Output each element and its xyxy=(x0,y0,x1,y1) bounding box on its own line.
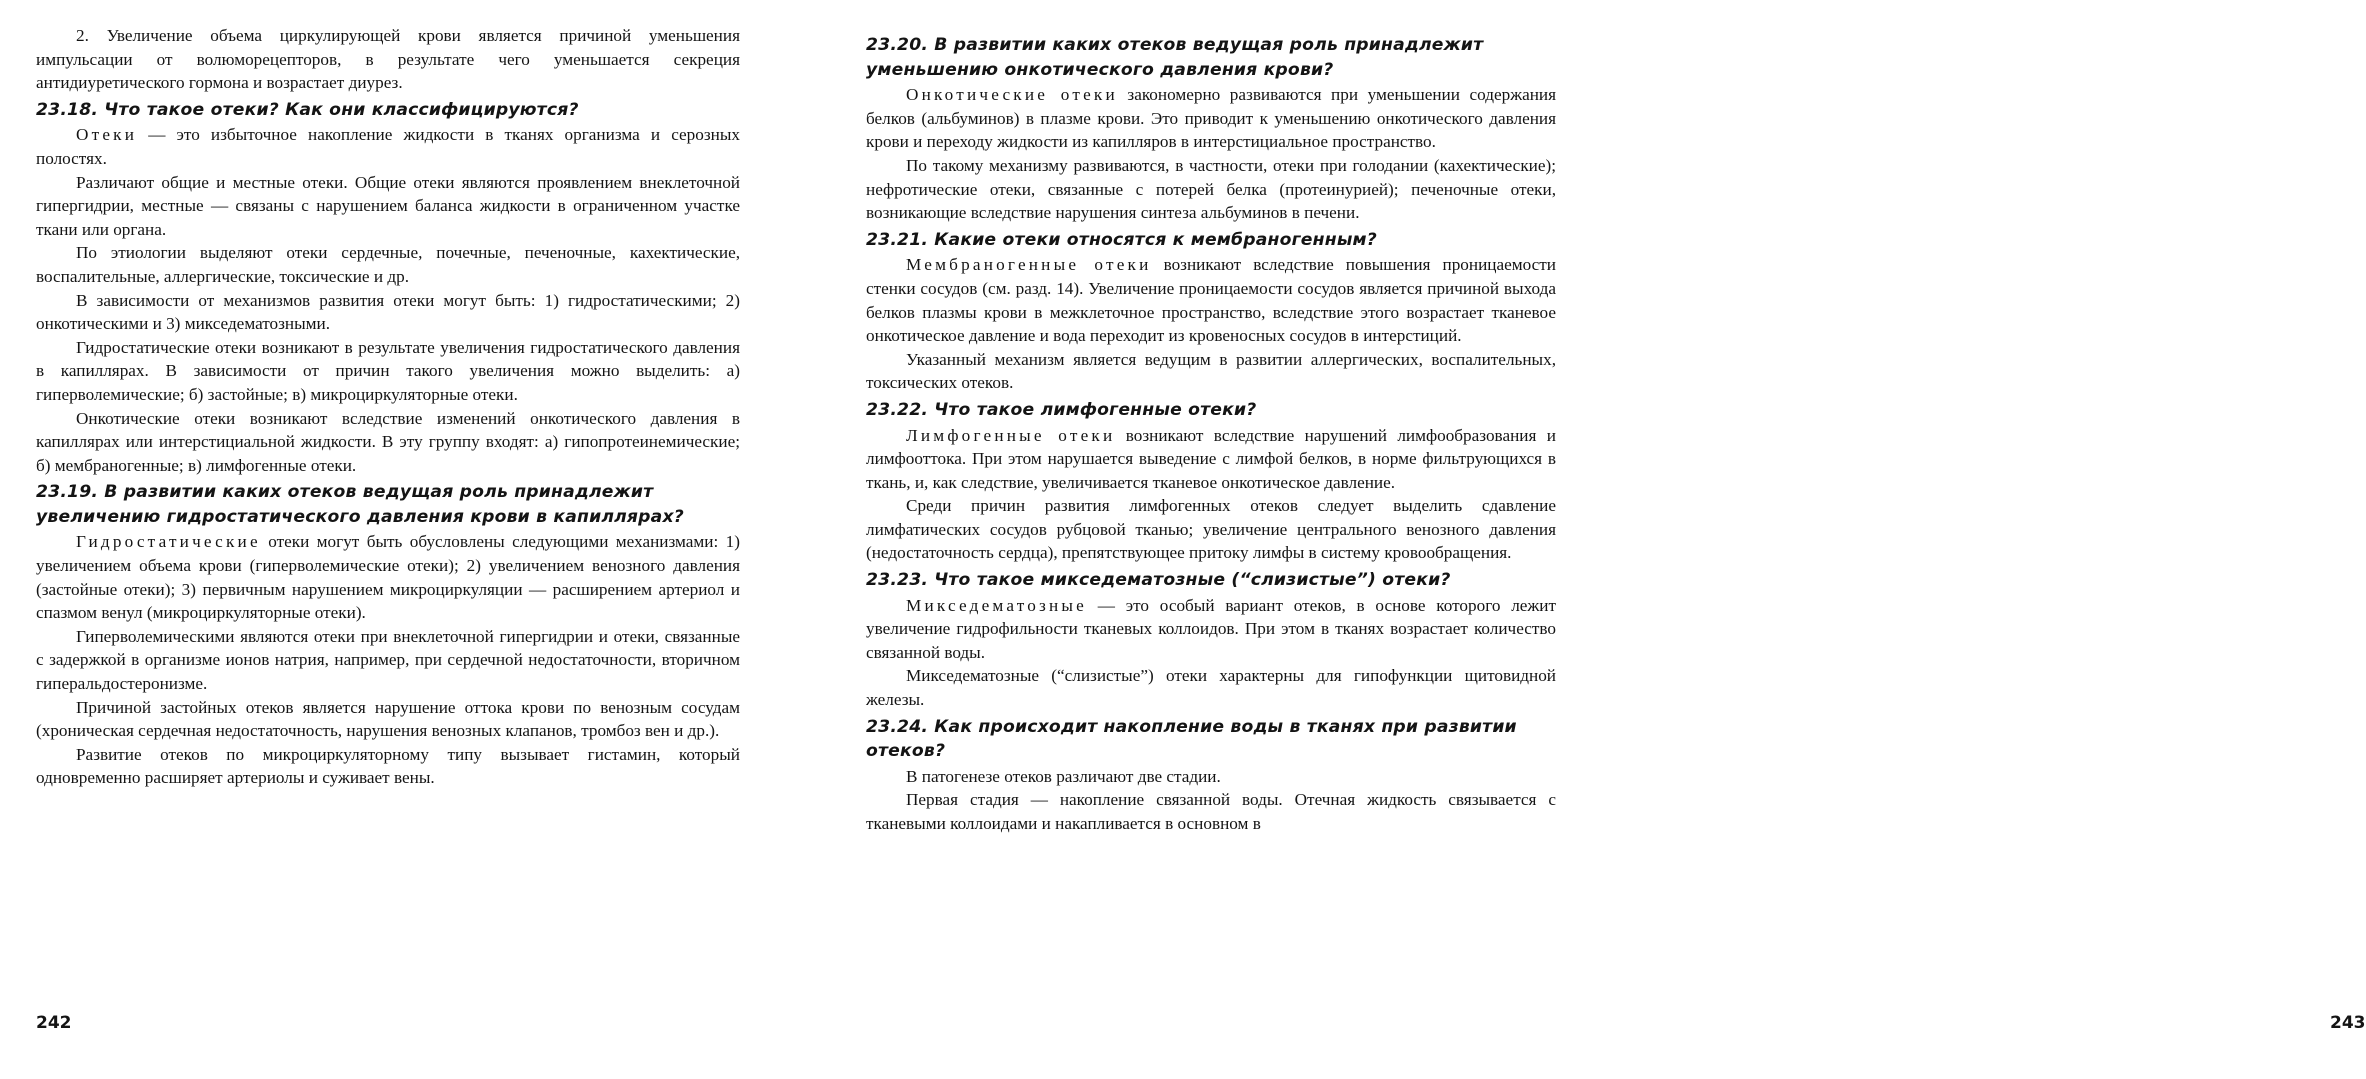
question-heading: 23.21. Какие отеки относятся к мембраногенным? xyxy=(866,229,1377,250)
spaced-term: Мембраногенные отеки xyxy=(906,255,1152,275)
paragraph: Различают общие и местные отеки. Общие отеки являются проявлением внеклеточной гипергидрии, местные — связаны с нарушением баланса жидкости в ограниченном участке ткани или органа. xyxy=(36,172,740,239)
paragraph: Онкотические отеки закономерно развиваются при уменьшении содержания белков (альбуминов) в плазме крови. Это приводит к уменьшению онкотического давления крови и переходу жидкости из капилляров в интерстициальное пространство. xyxy=(866,85,1556,152)
paragraph: Мембраногенные отеки возникают вследствие повышения проницаемости стенки сосудов (см. разд. 14). Увеличение проницаемости сосудов является причиной выхода белков плазмы крови в межклеточное пространство, вследствие этого возрастает тканевое онкотическое давление и вода переходит из кровеносных сосудов в интерстиций. xyxy=(866,255,1556,346)
paragraph: Отеки — это избыточное накопление жидкости в тканях организма и серозных полостях. xyxy=(36,125,740,168)
spaced-term: Гидростатические xyxy=(76,532,261,552)
paragraph: 2. Увеличение объема циркулирующей крови является причиной уменьшения импульсации от волюморецепторов, в результате чего уменьшается секреция антидиуретического гормона и возрастает диурез. xyxy=(36,26,740,93)
paragraph: Развитие отеков по микроциркуляторному типу вызывает гистамин, который одновременно расширяет артериолы и суживает вены. xyxy=(36,744,740,788)
page-number: 243 xyxy=(2330,1013,2366,1033)
question-heading: 23.18. Что такое отеки? Как они классифицируются? xyxy=(36,99,579,120)
paragraph: Микседематозные (“слизистые”) отеки характерны для гипофункции щитовидной железы. xyxy=(866,666,1556,710)
question-heading: 23.19. В развитии каких отеков ведущая роль принадлежит увеличению гидростатического давления крови в капиллярах? xyxy=(36,482,684,527)
paragraph: Гиперволемическими являются отеки при внеклеточной гипергидрии и отеки, связанные с задержкой в организме ионов натрия, например, при сердечной недостаточности, вторичном гиперальдостеронизме. xyxy=(36,626,740,694)
paragraph: Причиной застойных отеков является нарушение оттока крови по венозным сосудам (хроническая сердечная недостаточность, нарушения венозных клапанов, тромбоз вен и др.). xyxy=(36,697,740,741)
paragraph: Первая стадия — накопление связанной воды. Отечная жидкость связывается с тканевыми коллоидами и накапливается в основном в xyxy=(866,790,1556,833)
spaced-term: Микседематозные xyxy=(906,595,1088,615)
paragraph: По этиологии выделяют отеки сердечные, почечные, печеночные, кахектические, воспалительные, аллергические, токсические и др. xyxy=(36,243,740,286)
right-page-text xyxy=(866,33,1556,836)
spaced-term: Онкотические отеки xyxy=(906,85,1118,105)
paragraph: Гидростатические отеки могут быть обусловлены следующими механизмами: 1) увеличением объема крови (гиперволемические отеки); 2) увеличением венозного давления (застойные отеки); 3) первичным нарушением микроциркуляции — расширением артериол и спазмом венул (микроциркуляторные отеки). xyxy=(36,532,740,623)
spaced-term: Отеки xyxy=(76,125,138,145)
paragraph: Микседематозные — это особый вариант отеков, в основе которого лежит увеличение гидрофильности тканевых коллоидов. При этом в тканях возрастает количество связанной воды. xyxy=(866,595,1556,662)
paragraph: Гидростатические отеки возникают в результате увеличения гидростатического давления в капиллярах. В зависимости от причин такого увеличения можно выделить: а) гиперволемические; б) застойные; в) микроциркуляторные отеки. xyxy=(36,337,740,404)
left-page-text xyxy=(36,24,740,790)
paragraph: Онкотические отеки возникают вследствие изменений онкотического давления в капиллярах или интерстициальной жидкости. В эту группу входят: а) гипопротеинемические; б) мембраногенные; в) лимфогенные отеки. xyxy=(36,408,740,475)
question-heading: 23.22. Что такое лимфогенные отеки? xyxy=(866,399,1257,420)
paragraph: В зависимости от механизмов развития отеки могут быть: 1) гидростатическими; 2) онкотическими и 3) микседематозными. xyxy=(36,290,740,334)
paragraph: Лимфогенные отеки возникают вследствие нарушений лимфообразования и лимфооттока. При этом нарушается выведение с лимфой белков, в норме фильтрующихся в ткань, и, как следствие, увеличивается тканевое онкотическое давление. xyxy=(866,425,1556,492)
paragraph: Среди причин развития лимфогенных отеков следует выделить сдавление лимфатических сосудов рубцовой тканью; увеличение центрального венозного давления (недостаточность сердца), препятствующее притоку лимфы в систему кровообращения. xyxy=(866,496,1556,563)
question-heading: 23.20. В развитии каких отеков ведущая роль принадлежит уменьшению онкотического давления крови? xyxy=(866,35,1484,80)
right-page xyxy=(790,0,2366,1079)
paragraph: По такому механизму развиваются, в частности, отеки при голодании (кахектические); нефротические отеки, связанные с потерей белка (протеинурией); печеночные отеки, возникающие вследствие нарушения синтеза альбуминов в печени. xyxy=(866,155,1556,223)
question-heading: 23.23. Что такое микседематозные (“слизистые”) отеки? xyxy=(866,570,1451,591)
page-number: 242 xyxy=(36,1013,72,1033)
paragraph: В патогенезе отеков различают две стадии. xyxy=(906,766,1221,786)
paragraph: Указанный механизм является ведущим в развитии аллергических, воспалительных, токсических отеков. xyxy=(866,349,1556,393)
spaced-term: Лимфогенные отеки xyxy=(906,425,1116,445)
question-heading: 23.24. Как происходит накопление воды в тканях при развитии отеков? xyxy=(866,716,1517,762)
left-page xyxy=(0,0,790,1079)
